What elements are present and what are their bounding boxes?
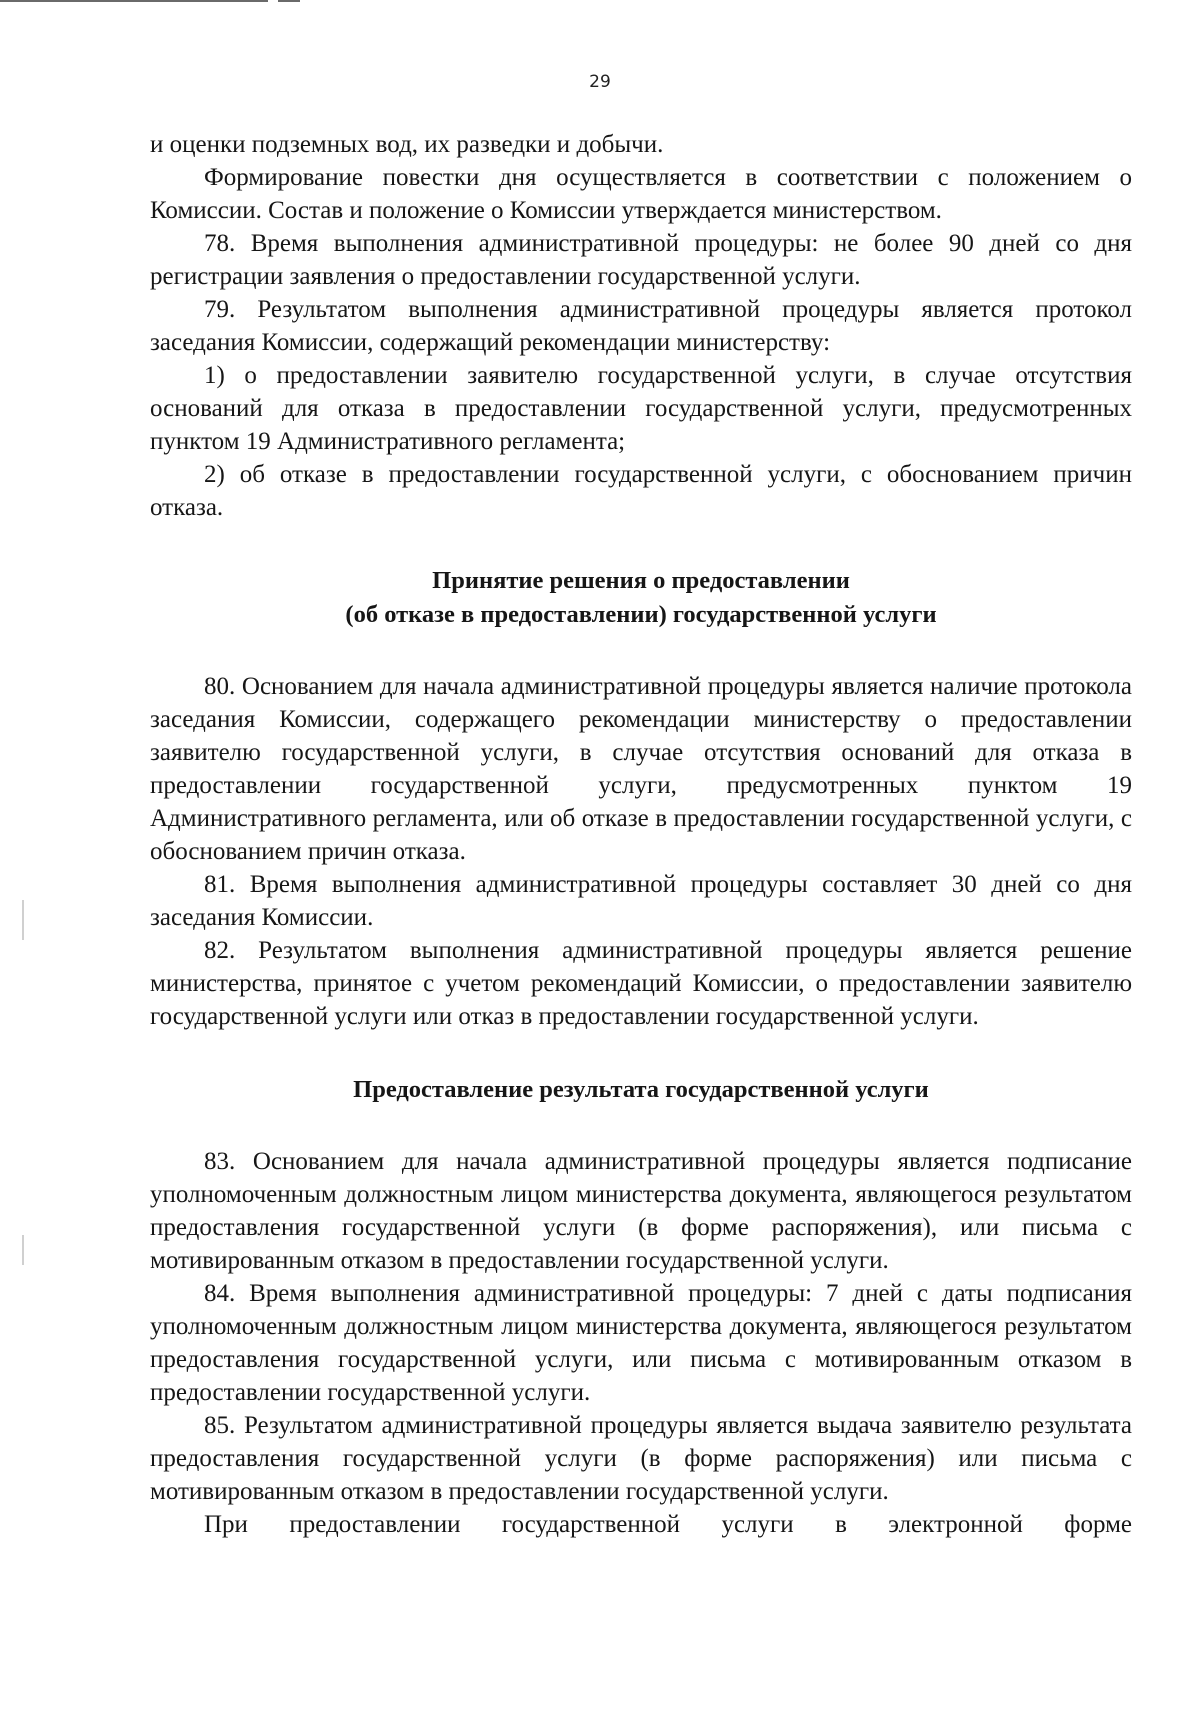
paragraph-item-85: 85. Результатом административной процедуры является выдача заявителю результата предоставления государственной услуги (в форме распоряжения) или письма с мотивированным отказом в предоставлении государственной услуги.	[150, 1412, 1132, 1505]
page-number: 29	[589, 72, 611, 92]
scan-margin-mark	[22, 900, 24, 940]
section-heading-line: Принятие решения о предоставлении	[432, 567, 850, 594]
paragraph-item-78: 78. Время выполнения административной процедуры: не более 90 дней со дня регистрации заявления о предоставлении государственной услуги.	[150, 230, 1132, 290]
paragraph-item-81: 81. Время выполнения административной процедуры составляет 30 дней со дня заседания Комиссии.	[150, 871, 1132, 931]
document-body	[150, 128, 1132, 1541]
scan-edge-line	[278, 0, 300, 2]
paragraph: Формирование повестки дня осуществляется в соответствии с положением о Комиссии. Состав и положение о Комиссии утверждается министерством.	[150, 164, 1132, 224]
paragraph-item-83: 83. Основанием для начала административной процедуры является подписание уполномоченным должностным лицом министерства документа, являющегося результатом предоставления государственной услуги (в форме распоряжения), или письма с мотивированным отказом в предоставлении государственной услуги.	[150, 1148, 1132, 1274]
scan-edge-line	[0, 0, 268, 2]
subitem-1: 1) о предоставлении заявителю государственной услуги, в случае отсутствия оснований для отказа в предоставлении государственной услуги, предусмотренных пунктом 19 Административного регламента;	[150, 362, 1132, 455]
paragraph-item-79: 79. Результатом выполнения административной процедуры является протокол заседания Комиссии, содержащий рекомендации министерству:	[150, 296, 1132, 356]
section-heading-result: Предоставление результата государственной услуги	[353, 1076, 929, 1103]
paragraph-item-82: 82. Результатом выполнения административной процедуры является решение министерства, принятое с учетом рекомендаций Комиссии, о предоставлении заявителю государственной услуги или отказ в предоставлении государственной услуги.	[150, 937, 1132, 1030]
section-heading-decision	[150, 564, 1132, 632]
paragraph-item-84: 84. Время выполнения административной процедуры: 7 дней с даты подписания уполномоченным должностным лицом министерства документа, являющегося результатом предоставления государственной услуги, или письма с мотивированным отказом в предоставлении государственной услуги.	[150, 1280, 1132, 1406]
scan-margin-mark	[22, 1235, 24, 1265]
paragraph-electronic-form: При предоставлении государственной услуги в электронной форме	[204, 1511, 1132, 1538]
paragraph-continuation: и оценки подземных вод, их разведки и добычи.	[150, 131, 664, 158]
subitem-2: 2) об отказе в предоставлении государственной услуги, с обоснованием причин отказа.	[150, 461, 1132, 521]
paragraph-item-80: 80. Основанием для начала административной процедуры является наличие протокола заседания Комиссии, содержащего рекомендации министерству о предоставлении заявителю государственной услуги, в случае отсутствия оснований для отказа в предоставлении государственной услуги, предусмотренных пунктом 19 Административного регламента, или об отказе в предоставлении государственной услуги, с обоснованием причин отказа.	[150, 673, 1132, 865]
section-heading-line: (об отказе в предоставлении) государственной услуги	[345, 601, 937, 628]
